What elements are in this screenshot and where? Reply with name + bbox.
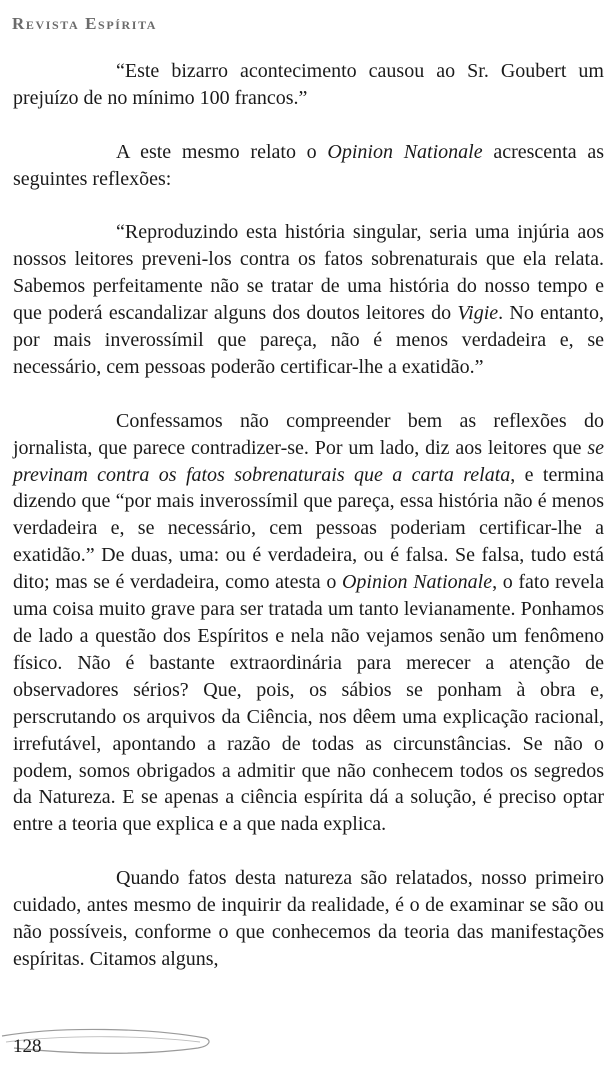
- page-number: 128: [13, 1036, 42, 1057]
- paragraph-3: [13, 219, 604, 380]
- text-run: Confessamos não compreender bem as reflexões do jornalista, que parece contradizer-se. Por um lado, diz aos leitores que: [13, 409, 604, 459]
- italic-run: Vigie: [457, 302, 499, 325]
- paragraph-4: [13, 408, 604, 839]
- text-run: acrescenta as seguintes reflexões:: [13, 140, 605, 190]
- italic-run: Opinion Nationale: [327, 140, 483, 163]
- text-run: A este mesmo relato o: [116, 140, 328, 163]
- italic-run: Opinion Nationale: [341, 571, 493, 594]
- italic-run: se previnam contra os fatos sobrenaturais que a carta relata: [13, 436, 604, 486]
- text-run: “Este bizarro acontecimento causou ao Sr. Goubert um prejuízo de no mínimo 100 francos.”: [13, 60, 604, 109]
- paragraph-5: [13, 865, 604, 973]
- text-run: , o fato revela uma coisa muito grave para ser tratada um tanto levianamente. Ponhamos de lado a questão dos Espíritos e nela não vejamos senão um fenômeno físico. Não é bastante extraordinária para merecer a atenção de observadores sérios? Que, pois, os sábios se ponham à obra e, perscrutando os arquivos da Ciência, nos dêem uma explicação racional, irrefutável, apontando a razão de todas as circunstâncias. Se não o podem, somos obrigados a admitir que não conhecem todos os segredos da Natureza. E se apenas a ciência espírita dá a solução, é preciso optar entre a teoria que explica e a que nada explica.: [13, 571, 604, 836]
- paragraph-1: [13, 58, 604, 112]
- paragraph-2: [13, 139, 604, 193]
- text-run: “Reproduzindo esta história singular, seria uma injúria aos nossos leitores preveni-los contra os fatos sobrenaturais que ela relata. Sabemos perfeitamente não se tratar de uma história do nosso tempo e que poderá escandalizar alguns dos doutos leitores do: [13, 221, 604, 325]
- running-head: Revista Espírita: [12, 14, 158, 33]
- text-run: . No entanto, por mais inverossímil que pareça, não é menos verdadeira e, se necessário, cem pessoas poderão certificar-lhe a exatidão.”: [13, 302, 604, 378]
- text-run: , e termina dizendo que “por mais inverossímil que pareça, essa história não é menos verdadeira e, se necessário, cem pessoas poderiam certificar-lhe a exatidão.” De duas, uma: ou é verdadeira, ou é falsa. Se falsa, tudo está dito; mas se é verdadeira, como atesta o: [13, 463, 604, 594]
- body-text: [13, 58, 604, 973]
- text-run: Quando fatos desta natureza são relatados, nosso primeiro cuidado, antes mesmo de inquirir da realidade, é o de examinar se são ou não possíveis, conforme o que conhecemos da teoria das manifestações espíritas. Citamos alguns,: [13, 867, 604, 970]
